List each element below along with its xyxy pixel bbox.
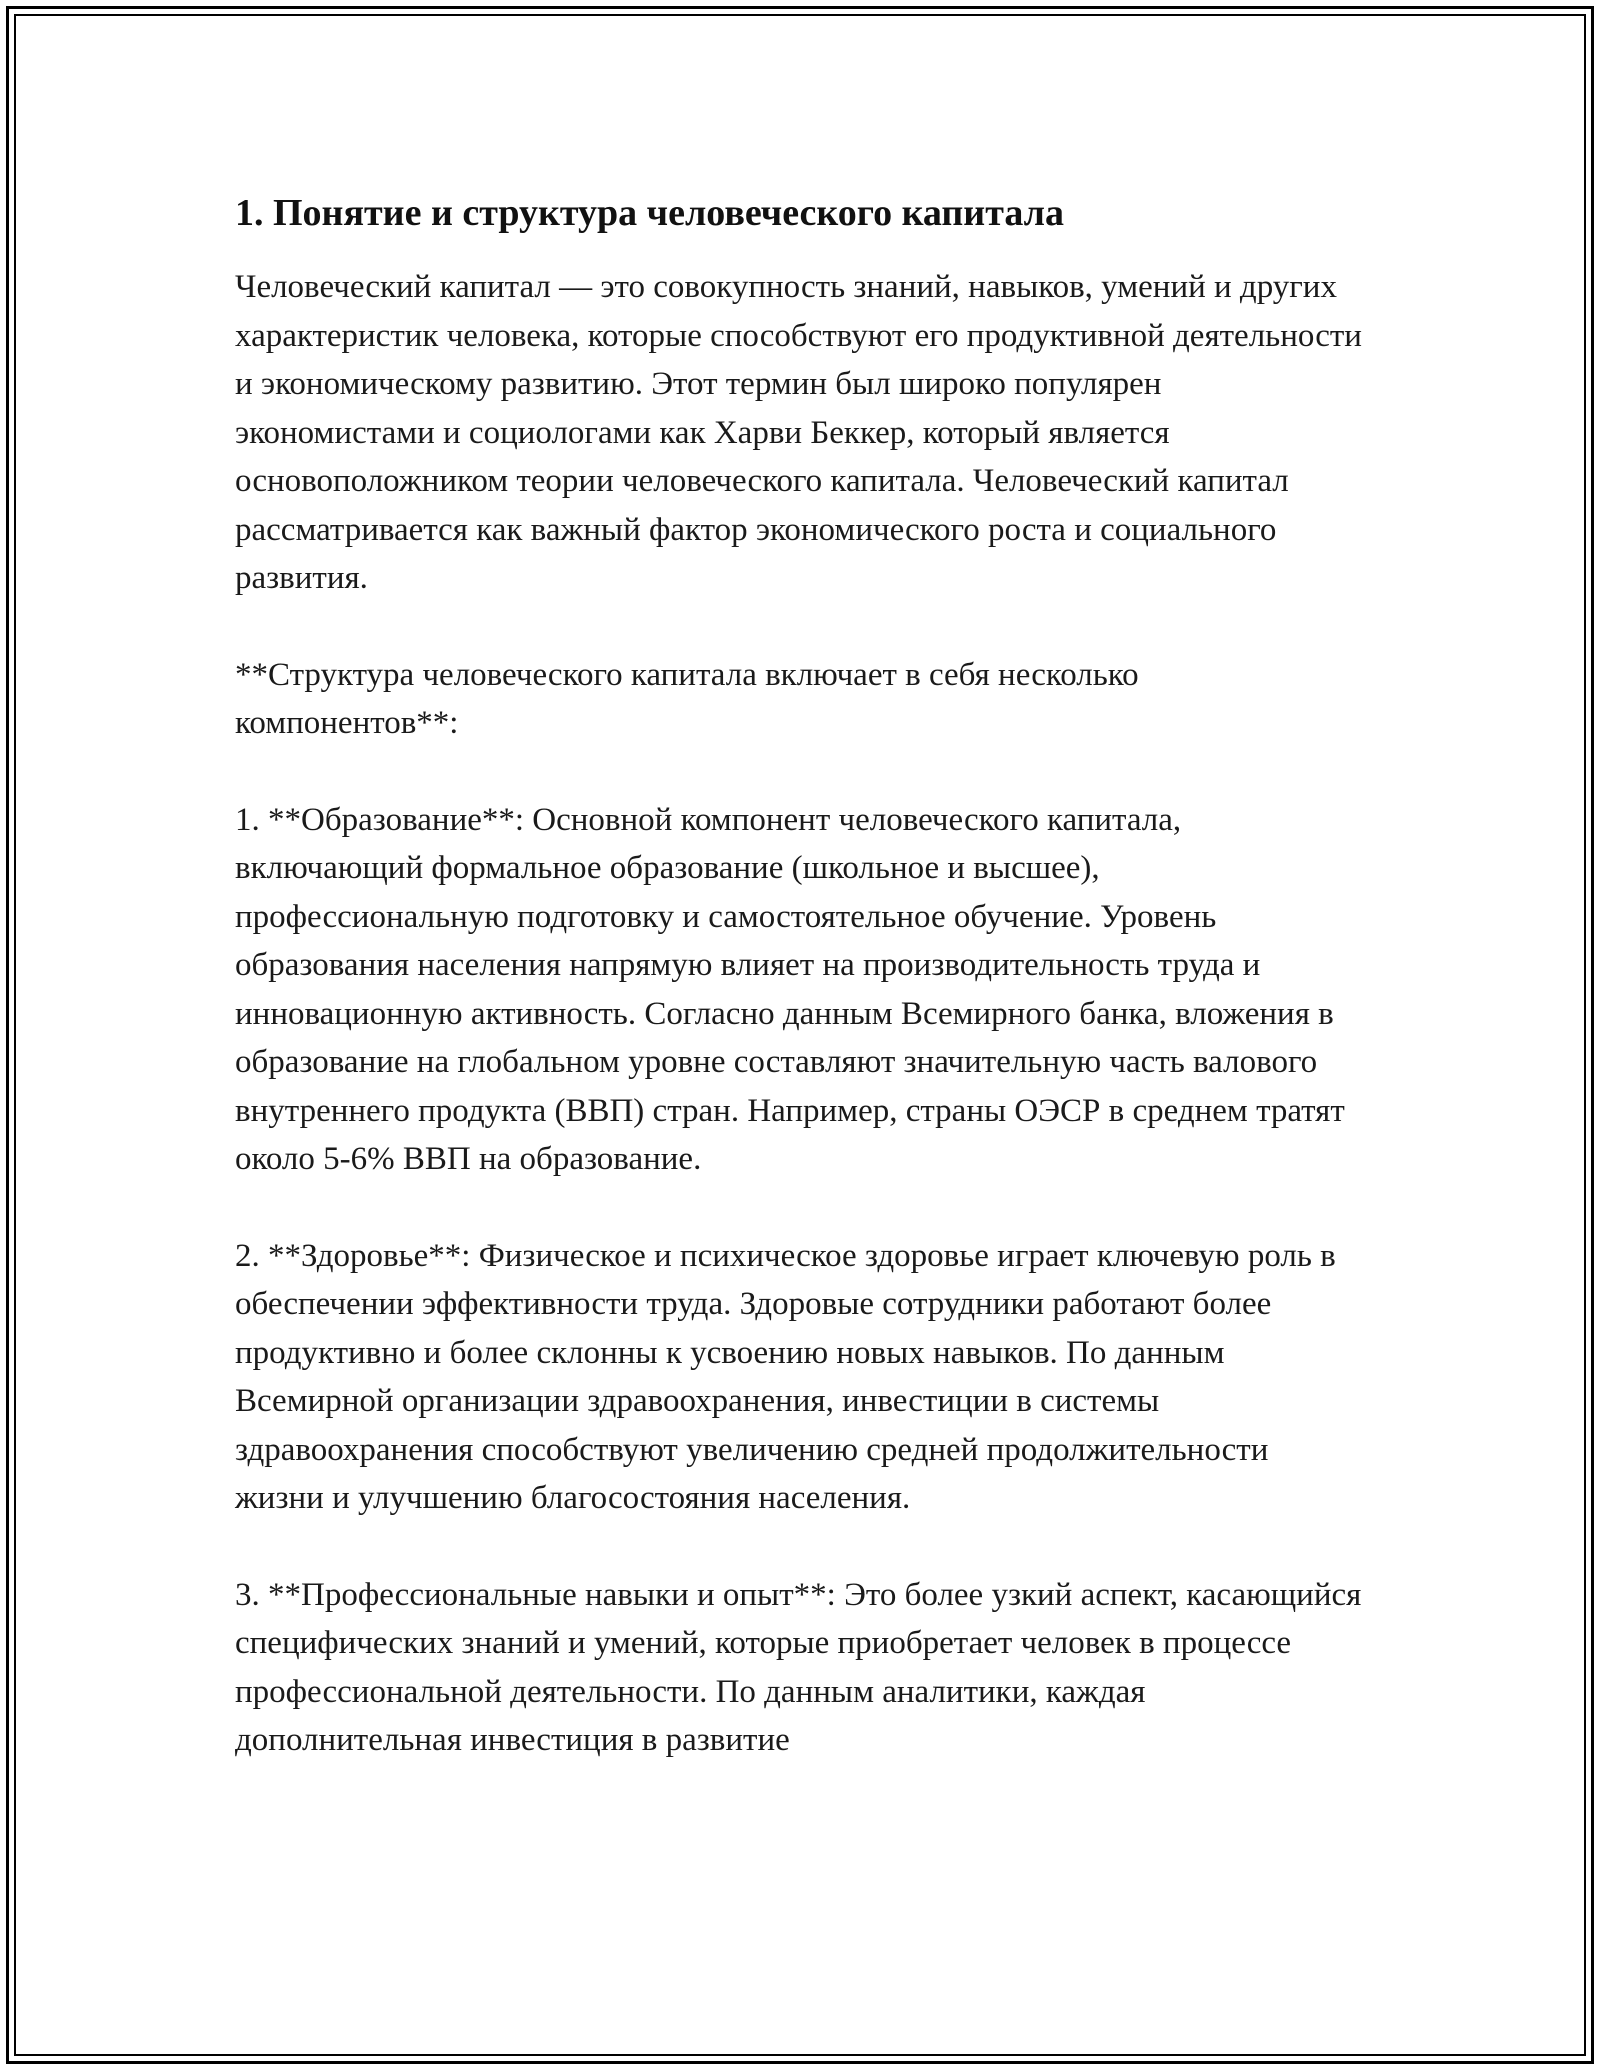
paragraph-health: 2. **Здоровье**: Физическое и психическое здоровье играет ключевую роль в обеспечении эффективности труда. Здоровые сотрудники работают более продуктивно и более склонны к усвоению новых навыков. По данным Всемирной организации здравоохранения, инвестиции в системы здравоохранения способствуют увеличению средней продолжительности жизни и улучшению благосостояния населения. — [235, 1237, 1336, 1516]
paragraph-professional-skills: 3. **Профессиональные навыки и опыт**: Это более узкий аспект, касающийся специфических знаний и умений, которые приобретает человек в процессе профессиональной деятельности. По данным аналитики, каждая дополнительная инвестиция в развитие — [235, 1576, 1362, 1758]
section-heading: 1. Понятие и структура человеческого капитала — [235, 192, 1064, 234]
paragraph-structure-lead: **Структура человеческого капитала включает в себя несколько компонентов**: — [235, 656, 1139, 741]
paragraph-education: 1. **Образование**: Основной компонент человеческого капитала, включающий формальное образование (школьное и высшее), профессиональную подготовку и самостоятельное обучение. Уровень образования населения напрямую влияет на производительность труда и инновационную активность. Согласно данным Всемирного банка, вложения в образование на глобальном уровне составляют значительную часть валового внутреннего продукта (ВВП) стран. Например, страны ОЭСР в среднем тратят около 5-6% ВВП на образование. — [235, 801, 1345, 1177]
paragraph-intro: Человеческий капитал — это совокупность знаний, навыков, умений и других характеристик человека, которые способствуют его продуктивной деятельности и экономическому развитию. Этот термин был широко популярен экономистами и социологами как Харви Беккер, который является основоположником теории человеческого капитала. Человеческий капитал рассматривается как важный фактор экономического роста и социального развития. — [235, 269, 1362, 596]
document-body — [235, 185, 1365, 1765]
